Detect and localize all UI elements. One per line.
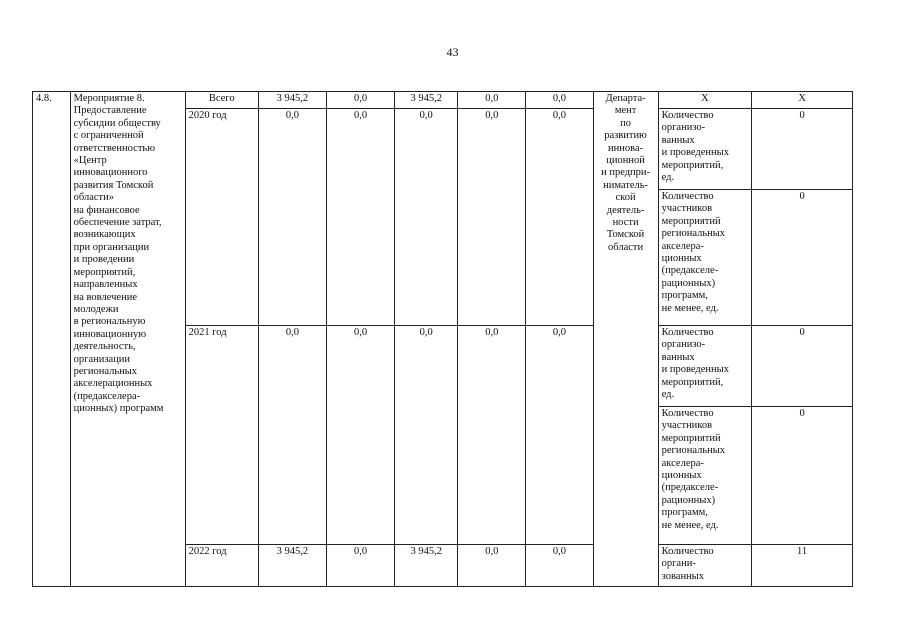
activity-description-cell: Мероприятие 8. Предоставление субсидии обществу с ограниченной ответственностью «Центр инновационного развития Томской области» на финансовое обеспечение затрат, возникающих при организации и проведении мероприятий, направленных на вовлечение молодежи в региональную инновационную деятельность, организации региональных акселерационных (предакселера- ционных) программ	[70, 92, 185, 587]
program-activity-table	[32, 91, 853, 587]
indicator-value-cell: 0	[752, 407, 853, 545]
amount-cell: 0,0	[526, 92, 593, 109]
amount-cell: 3 945,2	[258, 92, 326, 109]
amount-cell: 0,0	[258, 109, 326, 326]
amount-cell: 0,0	[395, 109, 458, 326]
amount-cell: 0,0	[526, 326, 593, 545]
period-cell: 2020 год	[185, 109, 258, 326]
executor-cell: Департа- мент по развитию иннова- ционной и предпри- ниматель- ской деятель- ности Томской области	[593, 92, 658, 587]
indicator-value-cell: 0	[752, 326, 853, 407]
amount-cell: 0,0	[458, 92, 526, 109]
indicator-name-cell: Количество организо- ванных и проведенных мероприятий, ед.	[658, 109, 752, 190]
activity-number-cell: 4.8.	[33, 92, 71, 587]
amount-cell: 0,0	[526, 545, 593, 587]
amount-cell: 0,0	[458, 109, 526, 326]
indicator-value-cell: 0	[752, 109, 853, 190]
indicator-value-cell: 0	[752, 190, 853, 326]
amount-cell: 0,0	[458, 545, 526, 587]
amount-cell: 0,0	[458, 326, 526, 545]
indicator-name-cell: Количество организо- ванных и проведенных мероприятий, ед.	[658, 326, 752, 407]
period-cell: 2021 год	[185, 326, 258, 545]
amount-cell: 0,0	[395, 326, 458, 545]
table-row-total	[33, 92, 853, 109]
amount-cell: 3 945,2	[395, 545, 458, 587]
period-cell: Всего	[185, 92, 258, 109]
indicator-value-cell: 11	[752, 545, 853, 587]
amount-cell: 0,0	[327, 92, 395, 109]
indicator-name-cell: Количество участников мероприятий региональных акселера- ционных (предакселе- рационных) программ, не менее, ед.	[658, 407, 752, 545]
indicator-name-cell: Количество участников мероприятий региональных акселера- ционных (предакселе- рационных) программ, не менее, ед.	[658, 190, 752, 326]
page-number: 43	[446, 45, 459, 59]
period-cell: 2022 год	[185, 545, 258, 587]
amount-cell: 0,0	[327, 109, 395, 326]
indicator-value-cell: Х	[752, 92, 853, 109]
amount-cell: 3 945,2	[258, 545, 326, 587]
amount-cell: 0,0	[258, 326, 326, 545]
amount-cell: 0,0	[327, 545, 395, 587]
amount-cell: 0,0	[526, 109, 593, 326]
indicator-name-cell: Х	[658, 92, 752, 109]
indicator-name-cell: Количество органи- зованных	[658, 545, 752, 587]
amount-cell: 0,0	[327, 326, 395, 545]
amount-cell: 3 945,2	[395, 92, 458, 109]
